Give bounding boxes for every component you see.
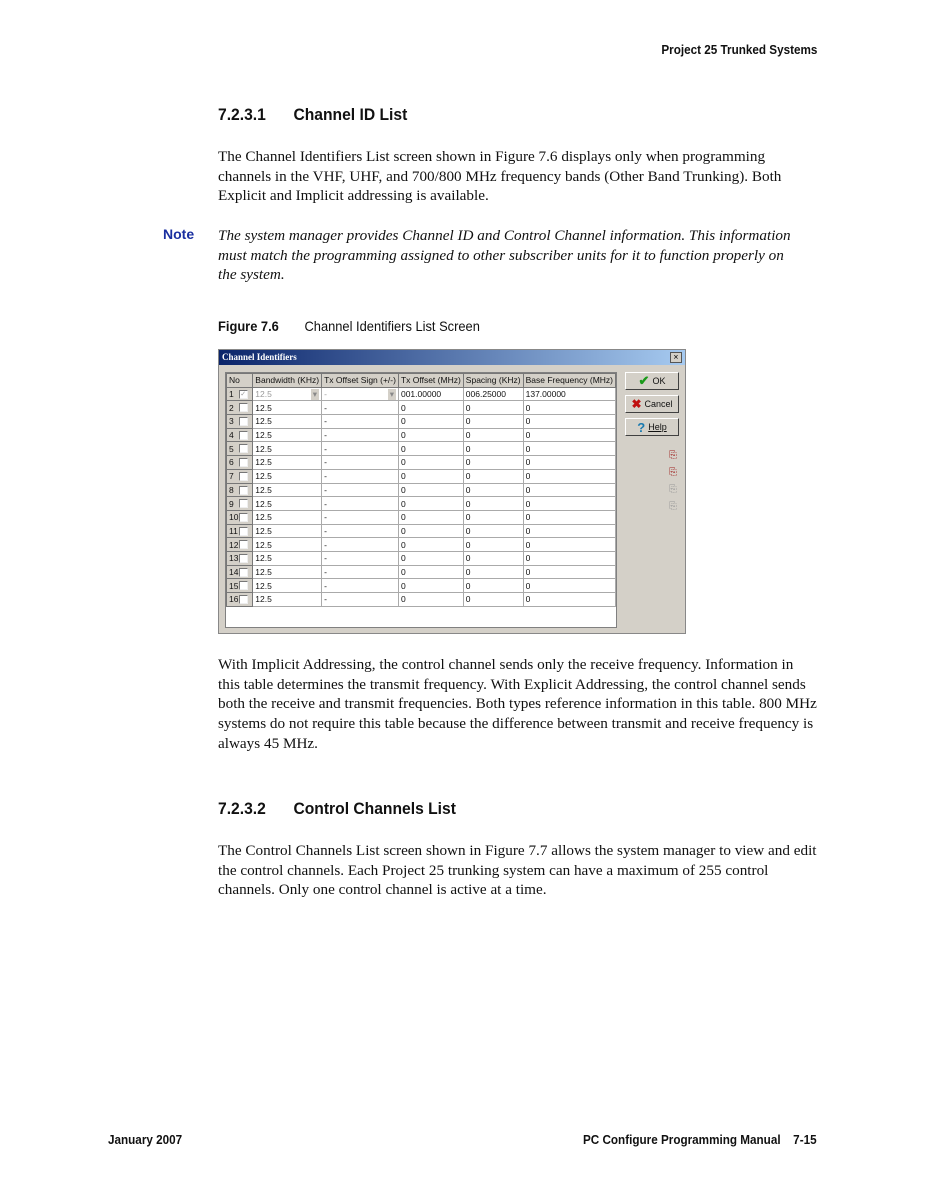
cell-value: 0 xyxy=(465,580,471,591)
grid-cell[interactable] xyxy=(463,456,523,470)
grid-cell[interactable] xyxy=(523,456,615,470)
cell-value: 0 xyxy=(525,471,531,482)
ok-button[interactable] xyxy=(625,372,679,390)
grid-cell[interactable] xyxy=(322,415,399,429)
section-number: 7.2.3.1 xyxy=(218,105,266,124)
cell-value: 0 xyxy=(465,402,471,413)
grid-cell[interactable] xyxy=(463,415,523,429)
cell-value: 0 xyxy=(525,539,531,550)
cell-value: 0 xyxy=(400,430,406,441)
grid-cell[interactable] xyxy=(398,497,463,511)
cell-value: - xyxy=(324,580,327,591)
cell-value: 0 xyxy=(465,539,471,550)
cell-value: - xyxy=(324,525,327,536)
paragraph-control-channels: The Control Channels List screen shown in Figure 7.7 allows the system manager to view and edit the control channels. Each Project 25 trunking system can have a maximum of 255 control channels. Only one control channel is active at a time. xyxy=(218,842,817,899)
cell-value: 0 xyxy=(465,484,471,495)
cell-value: 12.5 xyxy=(255,580,272,591)
cell-value: 10 xyxy=(229,512,239,523)
cell-value: - xyxy=(324,498,327,509)
cell-value: - xyxy=(324,388,327,399)
grid-cell[interactable] xyxy=(322,538,399,552)
grid-cell[interactable] xyxy=(463,510,523,524)
cell-value: 7 xyxy=(229,471,234,482)
table-row[interactable] xyxy=(227,524,616,538)
grid-cell[interactable] xyxy=(463,593,523,607)
row-checkbox[interactable] xyxy=(239,499,248,508)
row-number-cell[interactable] xyxy=(227,565,253,579)
cell-value: 0 xyxy=(525,553,531,564)
page-number: 7-15 xyxy=(793,1132,817,1147)
cell-value: 0 xyxy=(525,525,531,536)
grid-cell[interactable] xyxy=(322,579,399,593)
row-number-cell[interactable] xyxy=(227,456,253,470)
cell-value: 0 xyxy=(525,580,531,591)
figure-caption xyxy=(218,318,480,334)
grid-cell[interactable] xyxy=(322,456,399,470)
grid-cell[interactable] xyxy=(253,401,322,415)
table-row[interactable] xyxy=(227,387,616,401)
x-icon: ✖ xyxy=(631,397,642,411)
column-header[interactable]: Base Frequency (MHz) xyxy=(523,374,615,388)
cell-value: 0 xyxy=(400,539,406,550)
cell-value: 13 xyxy=(229,553,239,564)
row-number-cell[interactable] xyxy=(227,538,253,552)
row-number-cell[interactable] xyxy=(227,497,253,511)
cell-value: - xyxy=(324,594,327,605)
grid-cell[interactable] xyxy=(398,483,463,497)
row-checkbox[interactable] xyxy=(239,540,248,549)
grid-cell[interactable] xyxy=(523,415,615,429)
grid-cell[interactable] xyxy=(463,497,523,511)
cell-value: 006.25000 xyxy=(465,389,506,400)
cell-value: 0 xyxy=(465,553,471,564)
row-checkbox[interactable] xyxy=(239,444,248,453)
cell-value: 12 xyxy=(229,539,239,550)
cell-value: 3 xyxy=(229,416,234,427)
grid-cell[interactable] xyxy=(523,442,615,456)
grid-cell[interactable] xyxy=(463,469,523,483)
row-number-cell[interactable] xyxy=(227,442,253,456)
row-checkbox[interactable] xyxy=(239,431,248,440)
grid-cell[interactable] xyxy=(322,387,399,401)
row-checkbox[interactable] xyxy=(239,403,248,412)
grid-cell[interactable] xyxy=(322,401,399,415)
cell-value: - xyxy=(324,402,327,413)
cell-value: 12.5 xyxy=(255,484,272,495)
paste-icon[interactable]: ⎘ xyxy=(669,467,677,478)
cell-value: 12.5 xyxy=(255,471,272,482)
cell-value: 0 xyxy=(400,416,406,427)
grid-cell[interactable] xyxy=(253,538,322,552)
grid-cell[interactable] xyxy=(322,483,399,497)
cell-value: 0 xyxy=(525,443,531,454)
dropdown-arrow-icon[interactable]: ▾ xyxy=(389,388,394,399)
grid-cell[interactable] xyxy=(253,497,322,511)
cell-value: 0 xyxy=(525,416,531,427)
grid-cell[interactable] xyxy=(398,442,463,456)
cell-value: 16 xyxy=(229,594,239,605)
grid-cell[interactable] xyxy=(463,428,523,442)
row-number-cell[interactable] xyxy=(227,510,253,524)
cell-value: - xyxy=(324,553,327,564)
cell-value: - xyxy=(324,416,327,427)
cell-value: 0 xyxy=(525,457,531,468)
grid-cell[interactable] xyxy=(463,524,523,538)
cell-value: 0 xyxy=(525,512,531,523)
cell-value: 12.5 xyxy=(255,498,272,509)
grid-cell[interactable] xyxy=(253,415,322,429)
paragraph-addressing: With Implicit Addressing, the control channel sends only the receive frequency. Information in this table determines the transmit frequency. With Explicit Addressing, the control channel sends both the receive and transmit frequencies. Both types reference information in this table. 800 MHz systems do not require this table because the difference between transmit and receive frequency is always 45 MHz. xyxy=(218,656,817,752)
row-number-cell[interactable] xyxy=(227,415,253,429)
ok-label: OK xyxy=(652,376,666,386)
table-row[interactable] xyxy=(227,442,616,456)
question-icon: ? xyxy=(637,419,646,435)
row-checkbox[interactable] xyxy=(239,568,248,577)
cell-value: 0 xyxy=(525,430,531,441)
grid-cell[interactable] xyxy=(523,497,615,511)
channel-id-grid xyxy=(225,372,617,628)
row-number-cell[interactable] xyxy=(227,551,253,565)
help-button[interactable] xyxy=(625,418,679,436)
grid-cell[interactable] xyxy=(253,428,322,442)
row-number-cell[interactable] xyxy=(227,428,253,442)
cell-value: 001.00000 xyxy=(400,389,442,400)
cell-value: 1 xyxy=(229,389,234,400)
cell-value: 8 xyxy=(229,484,234,495)
manual-title: PC Configure Programming Manual xyxy=(583,1132,781,1147)
grid-cell[interactable] xyxy=(322,469,399,483)
cell-value: 0 xyxy=(400,498,406,509)
cell-value: 15 xyxy=(229,580,239,591)
cell-value: 0 xyxy=(400,471,406,482)
row-checkbox[interactable] xyxy=(239,513,248,522)
section-title: Control Channels List xyxy=(293,799,456,818)
grid-cell[interactable] xyxy=(253,551,322,565)
table-row[interactable] xyxy=(227,456,616,470)
cell-value: 0 xyxy=(525,498,531,509)
grid-cell[interactable] xyxy=(253,524,322,538)
table-row[interactable] xyxy=(227,415,616,429)
table-row[interactable] xyxy=(227,565,616,579)
grid-cell[interactable] xyxy=(523,428,615,442)
figure-title: Channel Identifiers List Screen xyxy=(304,318,480,334)
cell-value: 137.00000 xyxy=(525,389,566,400)
cell-value: 0 xyxy=(525,594,531,605)
table-row[interactable] xyxy=(227,428,616,442)
row-number-cell[interactable] xyxy=(227,579,253,593)
grid-cell[interactable] xyxy=(463,565,523,579)
cell-value: 0 xyxy=(465,512,471,523)
table-row[interactable] xyxy=(227,497,616,511)
column-header[interactable]: Tx Offset (MHz) xyxy=(398,374,463,388)
table-row[interactable] xyxy=(227,401,616,415)
grid-cell[interactable] xyxy=(463,538,523,552)
cell-value: 0 xyxy=(465,498,471,509)
cell-value: 5 xyxy=(229,443,234,454)
row-checkbox[interactable] xyxy=(239,527,248,536)
cell-value: 12.5 xyxy=(255,553,272,564)
cell-value: 0 xyxy=(525,484,531,495)
cell-value: 0 xyxy=(400,402,406,413)
cell-value: - xyxy=(324,443,327,454)
row-checkbox[interactable] xyxy=(239,472,248,481)
grid-cell[interactable] xyxy=(398,428,463,442)
grid-cell[interactable] xyxy=(523,593,615,607)
cell-value: - xyxy=(324,566,327,577)
cell-value: 12.5 xyxy=(255,457,272,468)
cell-value: - xyxy=(324,512,327,523)
grid-cell[interactable] xyxy=(398,401,463,415)
table-row[interactable] xyxy=(227,483,616,497)
grid-cell[interactable] xyxy=(253,483,322,497)
table-row[interactable] xyxy=(227,469,616,483)
cell-value: 14 xyxy=(229,566,239,577)
grid-cell[interactable] xyxy=(253,469,322,483)
column-header[interactable]: Tx Offset Sign (+/-) xyxy=(322,374,399,388)
grid-cell[interactable] xyxy=(253,565,322,579)
table-row[interactable] xyxy=(227,551,616,565)
grid-cell[interactable] xyxy=(463,442,523,456)
row-number-cell[interactable] xyxy=(227,524,253,538)
column-header[interactable]: No xyxy=(227,374,253,388)
row-checkbox[interactable] xyxy=(239,554,248,563)
cell-value: 0 xyxy=(400,566,406,577)
cell-value: 9 xyxy=(229,498,234,509)
paragraph-intro: The Channel Identifiers List screen shown in Figure 7.6 displays only when programming channels in the VHF, UHF, and 700/800 MHz frequency bands (Other Band Trunking). Both Explicit and Implicit addressing is available. xyxy=(218,148,782,205)
grid-cell[interactable] xyxy=(463,401,523,415)
footer-manual xyxy=(583,1132,817,1147)
section-title: Channel ID List xyxy=(293,105,408,124)
cell-value: 0 xyxy=(525,402,531,413)
note-text: The system manager provides Channel ID and Control Channel information. This information must match the programming assigned to other subscriber units for it to function properly on the system. xyxy=(218,227,791,284)
column-header[interactable]: Spacing (KHz) xyxy=(463,374,523,388)
cell-value: - xyxy=(324,430,327,441)
grid-cell[interactable] xyxy=(523,483,615,497)
row-number-cell[interactable] xyxy=(227,593,253,607)
row-checkbox[interactable] xyxy=(239,417,248,426)
cell-value: 4 xyxy=(229,430,234,441)
grid-cell[interactable] xyxy=(322,551,399,565)
row-checkbox[interactable] xyxy=(239,595,248,604)
cell-value: 0 xyxy=(400,594,406,605)
grid-cell[interactable] xyxy=(253,442,322,456)
grid-cell[interactable] xyxy=(398,593,463,607)
insert-row-icon[interactable]: ⎘ xyxy=(669,484,677,495)
cell-value: 0 xyxy=(465,566,471,577)
grid-cell[interactable] xyxy=(398,469,463,483)
cell-value: 12.5 xyxy=(255,594,272,605)
table-row[interactable] xyxy=(227,510,616,524)
grid-cell[interactable] xyxy=(398,538,463,552)
section-heading-7-2-3-1 xyxy=(218,105,408,125)
cell-value: 12.5 xyxy=(255,525,272,536)
grid-cell[interactable] xyxy=(253,510,322,524)
dialog-title-bar xyxy=(219,350,685,365)
row-number-cell[interactable] xyxy=(227,483,253,497)
grid-cell[interactable] xyxy=(463,483,523,497)
grid-cell[interactable] xyxy=(253,593,322,607)
cell-value: 0 xyxy=(465,443,471,454)
figure-number: Figure 7.6 xyxy=(218,318,279,334)
grid-cell[interactable] xyxy=(523,387,615,401)
cell-value: 12.5 xyxy=(255,402,272,413)
cell-value: 0 xyxy=(400,525,406,536)
checkmark-icon: ✔ xyxy=(638,373,650,388)
cell-value: - xyxy=(324,471,327,482)
cell-value: 12.5 xyxy=(255,512,272,523)
cell-value: 12.5 xyxy=(255,443,272,454)
grid-cell[interactable] xyxy=(523,524,615,538)
cell-value: 0 xyxy=(400,580,406,591)
row-checkbox[interactable] xyxy=(239,581,248,590)
channel-identifiers-dialog xyxy=(218,349,686,634)
grid-cell[interactable] xyxy=(523,565,615,579)
grid-cell[interactable] xyxy=(322,593,399,607)
cell-value: 0 xyxy=(400,484,406,495)
dropdown-arrow-icon[interactable]: ▾ xyxy=(312,388,318,399)
help-label: Help xyxy=(648,422,667,432)
grid-cell[interactable] xyxy=(523,510,615,524)
cell-value: 2 xyxy=(229,402,234,413)
grid-cell[interactable] xyxy=(463,551,523,565)
cell-value: 12.5 xyxy=(255,566,272,577)
cell-value: 12.5 xyxy=(255,430,272,441)
cell-value: 11 xyxy=(229,525,238,536)
cell-value: 0 xyxy=(465,471,471,482)
grid-cell[interactable] xyxy=(322,442,399,456)
cell-value: 0 xyxy=(465,430,471,441)
close-button[interactable]: × xyxy=(670,352,682,363)
table-row[interactable] xyxy=(227,593,616,607)
grid-cell[interactable] xyxy=(523,469,615,483)
row-number-cell[interactable] xyxy=(227,469,253,483)
row-checkbox[interactable] xyxy=(239,458,248,467)
grid-cell[interactable] xyxy=(253,387,322,401)
cell-value: 0 xyxy=(465,457,471,468)
cell-value: 0 xyxy=(400,512,406,523)
grid-cell[interactable] xyxy=(322,428,399,442)
cell-value: - xyxy=(324,484,327,495)
table-row[interactable] xyxy=(227,579,616,593)
grid-cell[interactable] xyxy=(398,387,463,401)
grid-cell[interactable] xyxy=(322,524,399,538)
footer-date: January 2007 xyxy=(108,1132,183,1147)
grid-cell[interactable] xyxy=(463,579,523,593)
grid-cell[interactable] xyxy=(523,401,615,415)
section-heading-7-2-3-2 xyxy=(218,799,456,819)
grid-cell[interactable] xyxy=(322,510,399,524)
grid-cell[interactable] xyxy=(398,456,463,470)
cell-value: - xyxy=(324,539,327,550)
cell-value: 12.5 xyxy=(255,539,272,550)
cell-value: 12.5 xyxy=(255,416,272,427)
cell-value: 0 xyxy=(400,443,406,454)
cell-value: 0 xyxy=(465,416,471,427)
row-checkbox[interactable] xyxy=(239,486,248,495)
cell-value: 0 xyxy=(400,553,406,564)
cell-value: 0 xyxy=(465,525,471,536)
grid-cell[interactable] xyxy=(398,551,463,565)
cell-value: 0 xyxy=(465,594,471,605)
row-number-cell[interactable] xyxy=(227,401,253,415)
note-label: Note xyxy=(163,226,195,242)
row-checkbox[interactable]: ✓ xyxy=(239,390,248,399)
section-number: 7.2.3.2 xyxy=(218,799,266,818)
grid-cell[interactable] xyxy=(523,579,615,593)
grid-cell[interactable] xyxy=(398,579,463,593)
grid-cell[interactable] xyxy=(398,565,463,579)
cell-value: 6 xyxy=(229,457,234,468)
grid-cell[interactable] xyxy=(253,579,322,593)
grid-cell[interactable] xyxy=(463,387,523,401)
channel-id-table xyxy=(226,373,616,607)
dialog-title: Channel Identifiers xyxy=(222,352,297,362)
grid-cell[interactable] xyxy=(398,415,463,429)
copy-icon[interactable]: ⎘ xyxy=(669,450,677,461)
cancel-label: Cancel xyxy=(644,399,673,409)
cell-value: - xyxy=(324,457,327,468)
grid-cell[interactable] xyxy=(322,497,399,511)
grid-cell[interactable] xyxy=(253,456,322,470)
grid-cell[interactable] xyxy=(523,538,615,552)
column-header[interactable]: Bandwidth (KHz) xyxy=(253,374,322,388)
cell-value: 0 xyxy=(525,566,531,577)
running-header: Project 25 Trunked Systems xyxy=(660,42,817,57)
cell-value: 12.5 xyxy=(255,388,272,399)
grid-cell[interactable] xyxy=(398,524,463,538)
cancel-button[interactable] xyxy=(625,395,679,413)
table-row[interactable] xyxy=(227,538,616,552)
cell-value: 0 xyxy=(400,457,406,468)
grid-cell[interactable] xyxy=(523,551,615,565)
grid-cell[interactable] xyxy=(398,510,463,524)
row-number-cell[interactable] xyxy=(227,387,253,401)
delete-row-icon[interactable]: ⎘ xyxy=(669,501,677,512)
grid-cell[interactable] xyxy=(322,565,399,579)
